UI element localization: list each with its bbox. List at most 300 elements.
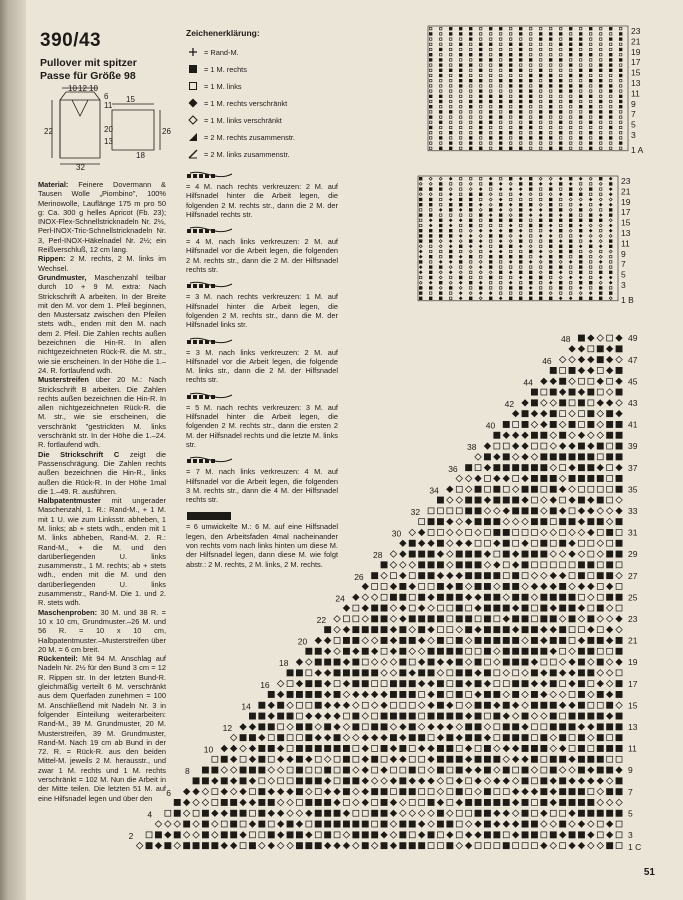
twisted-knit-cell xyxy=(474,626,481,633)
twisted-purl-cell xyxy=(418,648,425,655)
twisted-knit-cell xyxy=(390,810,397,817)
twisted-purl-cell xyxy=(287,702,294,709)
twisted-knit-cell xyxy=(587,496,594,503)
knit-stitch-cell xyxy=(459,84,462,87)
knit-stitch-cell xyxy=(439,182,442,185)
purl-stitch-cell xyxy=(470,74,472,76)
twisted-purl-cell xyxy=(606,659,613,666)
twisted-knit-cell xyxy=(578,637,585,644)
purl-stitch-cell xyxy=(560,64,562,66)
knit-stitch-cell xyxy=(578,745,585,752)
knit-stitch-cell xyxy=(529,271,532,274)
knit-stitch-cell xyxy=(484,767,491,774)
purl-stitch-cell xyxy=(600,33,602,35)
knit-stitch-cell xyxy=(503,723,510,730)
knit-stitch-cell xyxy=(578,788,585,795)
purl-stitch-cell xyxy=(409,573,415,579)
knit-stitch-cell xyxy=(578,399,585,406)
knit-stitch-cell xyxy=(616,551,623,558)
purl-stitch-cell xyxy=(530,111,532,113)
purl-stitch-cell xyxy=(570,95,572,97)
knit-stitch-cell xyxy=(428,648,435,655)
knit-stitch-cell xyxy=(569,177,572,180)
purl-stitch-cell xyxy=(490,33,492,35)
purl-stitch-cell xyxy=(590,276,592,278)
knit-stitch-cell xyxy=(296,745,303,752)
knit-stitch-cell xyxy=(439,297,442,300)
purl-stitch-cell xyxy=(480,224,482,226)
purl-stitch-cell xyxy=(372,681,378,687)
purl-stitch-cell xyxy=(607,756,613,762)
knit-stitch-cell xyxy=(512,507,519,514)
knit-stitch-cell xyxy=(559,32,562,35)
twisted-knit-cell xyxy=(362,788,369,795)
knit-stitch-cell xyxy=(559,432,566,439)
knit-stitch-cell xyxy=(606,453,613,460)
twisted-purl-cell xyxy=(494,583,501,590)
twisted-knit-cell xyxy=(559,507,566,514)
purl-stitch-cell xyxy=(610,106,612,108)
knit-stitch-cell xyxy=(559,250,562,253)
twisted-knit-cell xyxy=(333,712,340,719)
knit-stitch-cell xyxy=(609,271,612,274)
purl-stitch-cell xyxy=(409,594,415,600)
twisted-purl-cell xyxy=(589,208,592,211)
twisted-knit-cell xyxy=(286,756,293,763)
twisted-knit-cell xyxy=(418,540,425,547)
purl-stitch-cell xyxy=(400,767,406,773)
purl-stitch-cell xyxy=(490,245,492,247)
twisted-knit-cell xyxy=(474,475,481,482)
twisted-knit-cell xyxy=(479,244,483,248)
twisted-knit-cell xyxy=(418,529,425,536)
knit-stitch-cell xyxy=(449,203,452,206)
knit-stitch-cell xyxy=(202,842,209,849)
knit-stitch-cell xyxy=(519,27,522,30)
knit-stitch-cell xyxy=(399,637,406,644)
knit-stitch-cell xyxy=(240,734,247,741)
knit-stitch-cell xyxy=(522,605,529,612)
knit-stitch-cell xyxy=(539,219,542,222)
knit-stitch-cell xyxy=(599,79,602,82)
row-number-label: 19 xyxy=(628,657,638,668)
twisted-purl-cell xyxy=(439,177,442,180)
knit-stitch-cell xyxy=(579,193,582,196)
knit-stitch-cell xyxy=(287,831,294,838)
purl-stitch-cell xyxy=(381,756,387,762)
twisted-purl-cell xyxy=(588,432,595,439)
knit-stitch-cell xyxy=(489,219,492,222)
row-number-label: 44 xyxy=(523,377,533,388)
v-neck-line xyxy=(72,100,88,116)
knit-stitch-cell xyxy=(418,551,425,558)
twisted-purl-cell xyxy=(579,198,582,201)
knit-stitch-cell xyxy=(484,821,491,828)
twisted-knit-cell xyxy=(390,648,397,655)
knit-stitch-cell xyxy=(509,286,512,289)
purl-stitch-cell xyxy=(494,789,500,795)
purl-stitch-cell xyxy=(540,106,542,108)
knit-stitch-cell xyxy=(419,260,422,263)
twisted-knit-cell xyxy=(390,777,397,784)
knit-stitch-cell xyxy=(589,105,592,108)
twisted-knit-cell xyxy=(459,291,463,295)
purl-stitch-cell xyxy=(372,713,378,719)
twisted-purl-cell xyxy=(469,292,472,295)
purl-stitch-cell xyxy=(297,702,303,708)
twisted-knit-cell xyxy=(362,583,369,590)
purl-stitch-cell xyxy=(268,756,274,762)
knit-stitch-cell xyxy=(503,551,510,558)
knit-stitch-cell xyxy=(315,680,322,687)
knit-stitch-cell xyxy=(352,831,359,838)
knit-stitch-cell xyxy=(296,831,303,838)
knit-stitch-cell xyxy=(522,713,529,720)
purl-stitch-cell xyxy=(480,198,482,200)
knit-stitch-cell xyxy=(371,723,378,730)
twisted-purl-cell xyxy=(569,767,576,774)
knit-stitch-cell xyxy=(465,551,472,558)
knit-stitch-cell xyxy=(589,141,592,144)
twisted-knit-cell xyxy=(371,691,378,698)
twisted-purl-cell xyxy=(559,551,566,558)
twisted-knit-cell xyxy=(449,260,453,264)
knit-stitch-cell xyxy=(479,131,482,134)
cable-legend-text: = 5 M. nach rechts verkreuzen: 3 M. auf Hilfsnadel hinter die Arbeit legen, die folgenden 2 M. rechts str., dann die ersten 2 M. der Hilfsnadel rechts und die letzte M. links str. xyxy=(186,402,338,449)
knit-stitch-cell xyxy=(559,131,562,134)
twisted-knit-cell xyxy=(606,691,613,698)
purl-stitch-cell xyxy=(532,724,538,730)
purl-stitch-cell xyxy=(466,789,472,795)
knit-stitch-cell xyxy=(489,265,492,268)
instruction-text: über 20 M.: Nach Strickschrift B arbeiten. Die Zahlen rechts außen bezeichnen die Hin-R. In allen nichtgezeichneten Rück-R. die M. str., wie sie erscheinen, die verschränkt "gestrickten M. links verschränkt str. In der Höhe die 1.–24. R. fortlaufend wdh. xyxy=(38,375,166,450)
purl-stitch-cell xyxy=(590,100,592,102)
purl-stitch-cell xyxy=(569,627,575,633)
twisted-knit-cell xyxy=(449,218,453,222)
purl-stitch-cell xyxy=(297,800,303,806)
knit-stitch-cell xyxy=(437,713,444,720)
twisted-purl-cell xyxy=(277,799,284,806)
legend-text: = 1 M. rechts verschränkt xyxy=(204,99,288,108)
twisted-knit-cell xyxy=(484,734,491,741)
twisted-knit-cell xyxy=(579,286,583,290)
twisted-purl-cell xyxy=(212,832,219,839)
row-number-label: 16 xyxy=(260,679,270,690)
twisted-purl-cell xyxy=(569,583,576,590)
twisted-knit-cell xyxy=(609,276,613,280)
knit-stitch-cell xyxy=(221,777,228,784)
twisted-knit-cell xyxy=(531,583,538,590)
twisted-purl-cell xyxy=(599,281,602,284)
twisted-knit-cell xyxy=(568,669,575,676)
twisted-purl-cell xyxy=(475,529,482,536)
knit-stitch-cell xyxy=(616,367,623,374)
instruction-heading: Rückenteil: xyxy=(38,654,78,664)
purl-stitch-cell xyxy=(570,69,572,71)
twisted-purl-cell xyxy=(539,177,542,180)
twisted-purl-cell xyxy=(306,659,313,666)
purl-stitch-cell xyxy=(500,224,502,226)
purl-stitch-cell xyxy=(580,121,582,123)
knit-stitch-cell xyxy=(258,713,265,720)
knit-stitch-cell xyxy=(479,121,482,124)
twisted-knit-cell xyxy=(568,702,575,709)
purl-stitch-cell xyxy=(430,90,432,92)
twisted-knit-cell xyxy=(465,756,472,763)
instruction-text: mit ungerader Maschenzahl, 1. R.: Rand-M., + 1 M. mit 1 U. wie zum Linksstr. abheben, 1 M. links; ab + stets wdh., enden mit 1 M. links abheben, Rand-M. 2. R.: Rand-M., + die M. und den darüberliegenden U. links zusammenstr., 1 M. rechts; ab + stets wdh., enden mit die M. und den darüberliegenden U. links zusammenstr., Rand-M. Die 1. und 2. R. stets wdh. xyxy=(38,496,166,608)
knit-stitch-cell xyxy=(559,626,566,633)
twisted-knit-cell xyxy=(499,229,503,233)
twisted-knit-cell xyxy=(539,213,543,217)
knit-stitch-cell xyxy=(569,245,572,248)
twisted-knit-cell xyxy=(362,766,369,773)
knit-stitch-cell xyxy=(519,100,522,103)
knit-stitch-cell xyxy=(559,518,566,525)
knit-stitch-cell xyxy=(324,821,331,828)
knit-stitch-cell xyxy=(531,831,538,838)
knit-stitch-cell xyxy=(390,594,397,601)
knit-stitch-cell xyxy=(287,669,294,676)
knit-stitch-cell xyxy=(587,810,594,817)
twisted-knit-cell xyxy=(409,669,416,676)
knit-stitch-cell xyxy=(539,37,542,40)
twisted-purl-cell xyxy=(597,421,604,428)
twisted-purl-cell xyxy=(589,177,592,180)
twisted-purl-cell xyxy=(550,745,557,752)
purl-stitch-cell xyxy=(490,142,492,144)
twisted-purl-cell xyxy=(509,240,512,243)
knit-stitch-cell xyxy=(569,421,576,428)
cable-1-2-back-icon xyxy=(186,280,246,292)
knit-stitch-cell xyxy=(439,48,442,51)
knit-stitch-cell xyxy=(589,187,592,190)
purl-stitch-cell xyxy=(438,508,444,514)
front-piece-outline xyxy=(60,100,100,158)
purl-stitch-cell xyxy=(430,209,432,211)
legend-text: = 1 M. rechts xyxy=(204,65,247,74)
purl-stitch-cell xyxy=(193,810,199,816)
twisted-knit-cell xyxy=(268,810,275,817)
purl-stitch-cell xyxy=(494,551,500,557)
twisted-knit-cell xyxy=(578,820,585,827)
twisted-knit-cell xyxy=(439,260,443,264)
twisted-purl-cell xyxy=(494,745,501,752)
twisted-knit-cell xyxy=(503,507,510,514)
twisted-knit-cell xyxy=(474,766,481,773)
twisted-purl-cell xyxy=(541,713,548,720)
purl-stitch-cell xyxy=(530,256,532,258)
knit-stitch-cell xyxy=(597,734,604,741)
twisted-knit-cell xyxy=(221,842,228,849)
purl-stitch-cell xyxy=(570,142,572,144)
knit-stitch-cell xyxy=(519,115,522,118)
twisted-purl-cell xyxy=(371,842,378,849)
twisted-knit-cell xyxy=(587,777,594,784)
twisted-purl-cell xyxy=(428,821,435,828)
purl-stitch-cell xyxy=(456,702,462,708)
instruction-text: Maschenzahl teilbar durch 10 + 9 M. extra: Nach Strickschrift A arbeiten. In der Breite mit den M. vor dem 1. Pfeil beginnen, den Mustersatz zwischen den Pfeilen stets wdh., enden mit den M. nach dem 2. Pfeil. Die Zahlen rechts außen bezeichnen die Hin-R. In allen nichtgezeichneten Rück-R. die M. str., wie sie erscheinen. In der Höhe die 1.–24. R. fortlaufend wdh. xyxy=(38,272,166,375)
knit-stitch-cell xyxy=(619,32,622,35)
knit-stitch-cell xyxy=(519,89,522,92)
knit-stitch-cell xyxy=(589,213,592,216)
purl-stitch-cell xyxy=(600,95,602,97)
purl-stitch-cell xyxy=(500,85,502,87)
knit-stitch-cell xyxy=(509,79,512,82)
knit-stitch-cell xyxy=(531,637,538,644)
twisted-purl-cell xyxy=(469,250,472,253)
knit-stitch-cell xyxy=(399,691,406,698)
twisted-purl-cell xyxy=(353,767,360,774)
knit-stitch-cell xyxy=(519,126,522,129)
knit-stitch-cell xyxy=(529,74,532,77)
knit-stitch-cell xyxy=(559,79,562,82)
twisted-knit-cell xyxy=(230,756,237,763)
filled-square-icon xyxy=(186,64,200,76)
purl-stitch-cell xyxy=(570,132,572,134)
purl-stitch-cell xyxy=(620,147,622,149)
purl-stitch-cell xyxy=(530,69,532,71)
knit-stitch-cell xyxy=(465,464,472,471)
knit-stitch-cell xyxy=(503,799,510,806)
twisted-purl-cell xyxy=(589,250,592,253)
knit-stitch-cell xyxy=(465,723,472,730)
purl-stitch-cell xyxy=(616,584,622,590)
twisted-purl-cell xyxy=(259,842,266,849)
twisted-knit-cell xyxy=(230,842,237,849)
twisted-knit-cell xyxy=(324,777,331,784)
purl-stitch-cell xyxy=(530,85,532,87)
purl-stitch-cell xyxy=(541,389,547,395)
knit-stitch-cell xyxy=(409,788,416,795)
knit-stitch-cell xyxy=(579,208,582,211)
knit-stitch-cell xyxy=(616,486,623,493)
knit-stitch-cell xyxy=(439,281,442,284)
knit-stitch-cell xyxy=(539,32,542,35)
twisted-purl-cell xyxy=(418,724,425,731)
purl-stitch-cell xyxy=(440,90,442,92)
purl-stitch-cell xyxy=(268,735,274,741)
twisted-purl-cell xyxy=(296,810,303,817)
twisted-knit-cell xyxy=(550,626,557,633)
purl-stitch-cell xyxy=(570,292,572,294)
knit-stitch-cell xyxy=(529,177,532,180)
knit-stitch-cell xyxy=(429,126,432,129)
knit-stitch-cell xyxy=(499,271,502,274)
knit-stitch-cell xyxy=(522,410,529,417)
twisted-knit-cell xyxy=(399,756,406,763)
knit-stitch-cell xyxy=(343,788,350,795)
instruction-heading: Musterstreifen xyxy=(38,375,89,385)
knit-stitch-cell xyxy=(409,551,416,558)
row-number-label: 8 xyxy=(185,766,190,777)
symbol-legend xyxy=(186,44,336,163)
twisted-knit-cell xyxy=(568,496,575,503)
knit-stitch-cell xyxy=(409,691,416,698)
purl-stitch-cell xyxy=(550,132,552,134)
purl-stitch-cell xyxy=(485,486,491,492)
twisted-purl-cell xyxy=(268,778,275,785)
twisted-knit-cell xyxy=(587,356,594,363)
knit-stitch-cell xyxy=(540,453,547,460)
purl-stitch-cell xyxy=(500,261,502,263)
knit-stitch-cell xyxy=(606,767,613,774)
left-decrease-icon xyxy=(186,149,200,161)
knit-stitch-cell xyxy=(559,265,562,268)
purl-stitch-cell xyxy=(532,778,538,784)
twisted-purl-cell xyxy=(494,659,501,666)
twisted-purl-cell xyxy=(240,745,247,752)
twisted-knit-cell xyxy=(559,239,563,243)
row-number-label: 17 xyxy=(621,207,631,218)
purl-stitch-cell xyxy=(500,43,502,45)
knit-stitch-cell xyxy=(609,245,612,248)
purl-stitch-cell xyxy=(560,54,562,56)
knit-stitch-cell xyxy=(503,637,510,644)
purl-stitch-cell xyxy=(344,616,350,622)
knit-stitch-cell xyxy=(230,799,237,806)
twisted-purl-cell xyxy=(287,799,294,806)
cable-legend-text: = 3 M. nach links verkreuzen: 2 M. auf Hilfsnadel vor die Arbeit legen, die folgende M. links str., dann die 2 M. der Hilfsnadel rechts str. xyxy=(186,347,338,385)
twisted-knit-cell xyxy=(587,583,594,590)
twisted-purl-cell xyxy=(479,234,482,237)
knit-stitch-cell xyxy=(409,540,416,547)
twisted-knit-cell xyxy=(427,680,434,687)
purl-stitch-cell xyxy=(579,486,585,492)
knit-stitch-cell xyxy=(606,432,613,439)
twisted-knit-cell xyxy=(427,756,434,763)
twisted-purl-cell xyxy=(353,734,360,741)
twisted-purl-cell xyxy=(559,276,562,279)
knit-stitch-cell xyxy=(550,367,557,374)
knit-stitch-cell xyxy=(352,821,359,828)
twisted-purl-cell xyxy=(522,518,529,525)
purl-stitch-cell xyxy=(540,59,542,61)
purl-stitch-cell xyxy=(569,508,575,514)
twisted-knit-cell xyxy=(578,388,585,395)
row-number-label: 3 xyxy=(631,130,636,140)
knit-stitch-cell xyxy=(268,723,275,730)
knit-stitch-cell xyxy=(465,626,472,633)
twisted-knit-cell xyxy=(521,723,528,730)
knit-stitch-cell xyxy=(616,421,623,428)
knit-stitch-cell xyxy=(475,637,482,644)
knit-stitch-cell xyxy=(449,208,452,211)
purl-stitch-cell xyxy=(590,271,592,273)
twisted-purl-cell xyxy=(597,616,604,623)
twisted-knit-cell xyxy=(474,831,481,838)
twisted-purl-cell xyxy=(589,224,592,227)
twisted-purl-cell xyxy=(277,680,284,687)
twisted-purl-cell xyxy=(334,648,341,655)
twisted-knit-cell xyxy=(578,507,585,514)
twisted-purl-cell xyxy=(522,691,529,698)
purl-stitch-cell xyxy=(532,530,538,536)
purl-stitch-cell xyxy=(550,126,552,128)
purl-stitch-cell xyxy=(460,250,462,252)
twisted-purl-cell xyxy=(371,594,378,601)
row-number-label: 33 xyxy=(628,505,638,516)
knit-stitch-cell xyxy=(183,842,190,849)
knit-stitch-cell xyxy=(569,53,572,56)
knit-stitch-cell xyxy=(609,213,612,216)
twisted-purl-cell xyxy=(569,208,572,211)
knit-stitch-cell xyxy=(240,767,247,774)
twisted-purl-cell xyxy=(456,529,463,536)
twisted-purl-cell xyxy=(503,594,510,601)
purl-stitch-cell xyxy=(510,95,512,97)
twisted-purl-cell xyxy=(549,193,552,196)
knit-stitch-cell xyxy=(489,276,492,279)
